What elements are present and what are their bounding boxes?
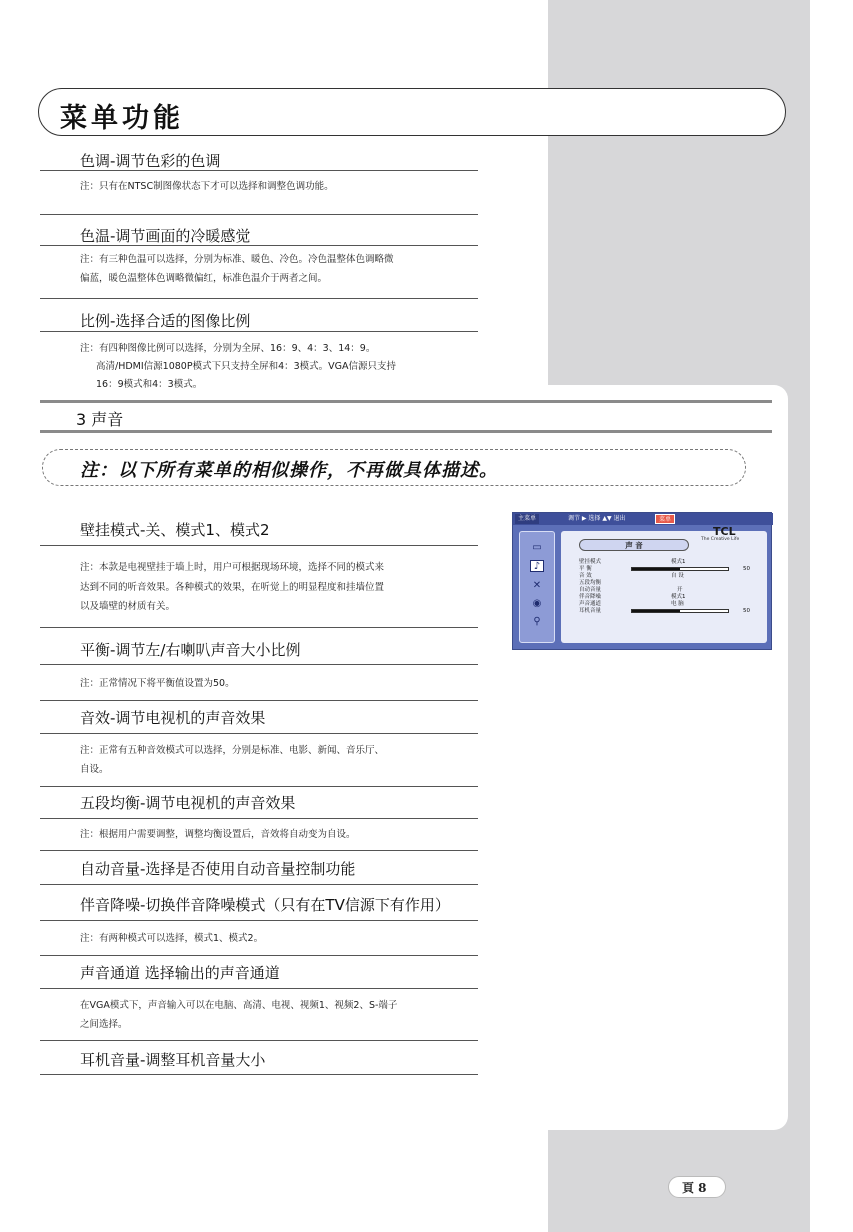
- note-aspect-2: 高清/HDMI信源1080P模式下只支持全屏和4：3模式。VGA信源只支持: [96, 361, 397, 372]
- tv-val-noise: 模式1: [671, 594, 686, 600]
- heading-headphone: 耳机音量-调整耳机音量大小: [80, 1051, 266, 1069]
- divider: [40, 884, 478, 885]
- heading-color-temp: 色温-调节画面的冷暖感觉: [80, 227, 251, 245]
- tv-headphone-bar: [631, 609, 729, 613]
- tv-tab-menu: 菜单: [655, 514, 675, 524]
- tv-val-balance: 50: [743, 566, 750, 572]
- note-balance: 注：正常情况下将平衡值设置为50。: [80, 678, 235, 689]
- note-effect-1: 注：正常有五种音效模式可以选择，分别是标准、电影、新闻、音乐厅、: [80, 745, 385, 756]
- tv-tab-hint: 调节 ▶ 选择 ▲▼ 退出: [568, 515, 626, 522]
- tcl-tagline: The Creative Life: [701, 537, 740, 542]
- page-title: 菜单功能: [60, 103, 184, 134]
- note-wall-3: 以及墙壁的材质有关。: [80, 601, 176, 612]
- tv-menu-screenshot: [512, 512, 772, 650]
- tcl-logo: TCL: [713, 525, 736, 538]
- divider: [40, 170, 478, 171]
- heading-effect: 音效-调节电视机的声音效果: [80, 709, 266, 727]
- divider: [40, 955, 478, 956]
- divider: [40, 733, 478, 734]
- heading-aspect: 比例-选择合适的图像比例: [80, 312, 251, 330]
- divider: [40, 298, 478, 299]
- tv-row-effect: 音 效: [579, 573, 592, 579]
- divider: [40, 850, 478, 851]
- divider: [40, 664, 478, 665]
- tv-row-balance: 平 衡: [579, 566, 592, 572]
- heading-noise: 伴音降噪-切换伴音降噪模式（只有在TV信源下有作用）: [80, 896, 450, 914]
- heading-balance: 平衡-调节左/右喇叭声音大小比例: [80, 641, 301, 659]
- page-number: 頁 8: [682, 1181, 707, 1195]
- note-color-temp-1: 注：有三种色温可以选择，分别为标准、暖色、冷色。冷色温整体色调略微: [80, 254, 394, 265]
- section-title: 3 声音: [76, 410, 124, 429]
- heading-wall-mode: 壁挂模式-关、模式1、模式2: [80, 521, 270, 539]
- note-wall-1: 注：本款是电视壁挂于墙上时，用户可根据现场环境，选择不同的模式来: [80, 562, 385, 573]
- tv-val-auto: 开: [677, 587, 683, 593]
- tv-row-eq: 五段均衡: [579, 580, 602, 586]
- divider: [40, 214, 478, 215]
- tools-icon: ✕: [532, 580, 542, 591]
- note-noise: 注：有两种模式可以选择，模式1、模式2。: [80, 933, 264, 944]
- note-hue: 注：只有在NTSC制图像状态下才可以选择和调整色调功能。: [80, 181, 334, 192]
- note-channel-1: 在VGA模式下，声音输入可以在电脑、高清、电视、视频1、视频2、S-端子: [80, 1000, 398, 1011]
- tv-row-headphone: 耳机音量: [579, 608, 602, 614]
- tv-val-headphone: 50: [743, 608, 750, 614]
- tv-headphone-fill: [632, 610, 680, 612]
- divider: [40, 1040, 478, 1041]
- heading-auto-volume: 自动音量-选择是否使用自动音量控制功能: [80, 860, 356, 878]
- tv-menu-topbar: [513, 513, 773, 525]
- divider: [40, 700, 478, 701]
- heading-eq: 五段均衡-调节电视机的声音效果: [80, 794, 296, 812]
- section-rule-top: [40, 400, 772, 403]
- section-rule-bottom: [40, 430, 772, 433]
- divider: [40, 245, 478, 246]
- tv-row-channel: 声音通道: [579, 601, 602, 607]
- divider: [40, 988, 478, 989]
- divider: [40, 1074, 478, 1075]
- tv-row-noise: 伴音降噪: [579, 594, 602, 600]
- tv-menu-sidebar: [519, 531, 555, 643]
- clock-icon: ◉: [532, 598, 542, 609]
- note-banner: 注：以下所有菜单的相似操作，不再做具体描述。: [80, 460, 498, 481]
- tv-menu-panel: [561, 531, 767, 643]
- tv-val-wall: 模式1: [671, 559, 686, 565]
- note-eq: 注：根据用户需要调整，调整均衡设置后，音效将自动变为自设。: [80, 829, 356, 840]
- divider: [40, 818, 478, 819]
- tv-balance-bar: [631, 567, 729, 571]
- tv-val-effect: 自 设: [671, 573, 684, 579]
- tv-val-channel: 电 脑: [671, 601, 684, 607]
- sound-icon: ♪: [530, 560, 544, 572]
- note-color-temp-2: 偏蓝，暖色温整体色调略微偏红，标准色温介于两者之间。: [80, 273, 328, 284]
- note-aspect-1: 注：有四种图像比例可以选择，分别为全屏、16：9、4：3、14：9。: [80, 343, 376, 354]
- divider: [40, 331, 478, 332]
- note-wall-2: 达到不同的听音效果。各种模式的效果，在听觉上的明显程度和挂墙位置: [80, 582, 385, 593]
- tv-row-wall: 壁挂模式: [579, 559, 602, 565]
- divider: [40, 627, 478, 628]
- note-effect-2: 自设。: [80, 764, 109, 775]
- note-aspect-3: 16：9模式和4：3模式。: [96, 379, 203, 390]
- divider: [40, 786, 478, 787]
- heading-hue: 色调-调节色彩的色调: [80, 152, 221, 170]
- search-icon: ⚲: [533, 616, 541, 627]
- heading-channel: 声音通道 选择输出的声音通道: [80, 964, 280, 982]
- divider: [40, 920, 478, 921]
- picture-icon: ▭: [532, 542, 542, 553]
- tv-tab-main: 主菜单: [515, 514, 539, 524]
- divider: [40, 545, 478, 546]
- tv-menu-header: 声 音: [579, 539, 689, 551]
- note-channel-2: 之间选择。: [80, 1019, 128, 1030]
- tv-balance-fill: [632, 568, 680, 570]
- tv-row-auto: 自动音量: [579, 587, 602, 593]
